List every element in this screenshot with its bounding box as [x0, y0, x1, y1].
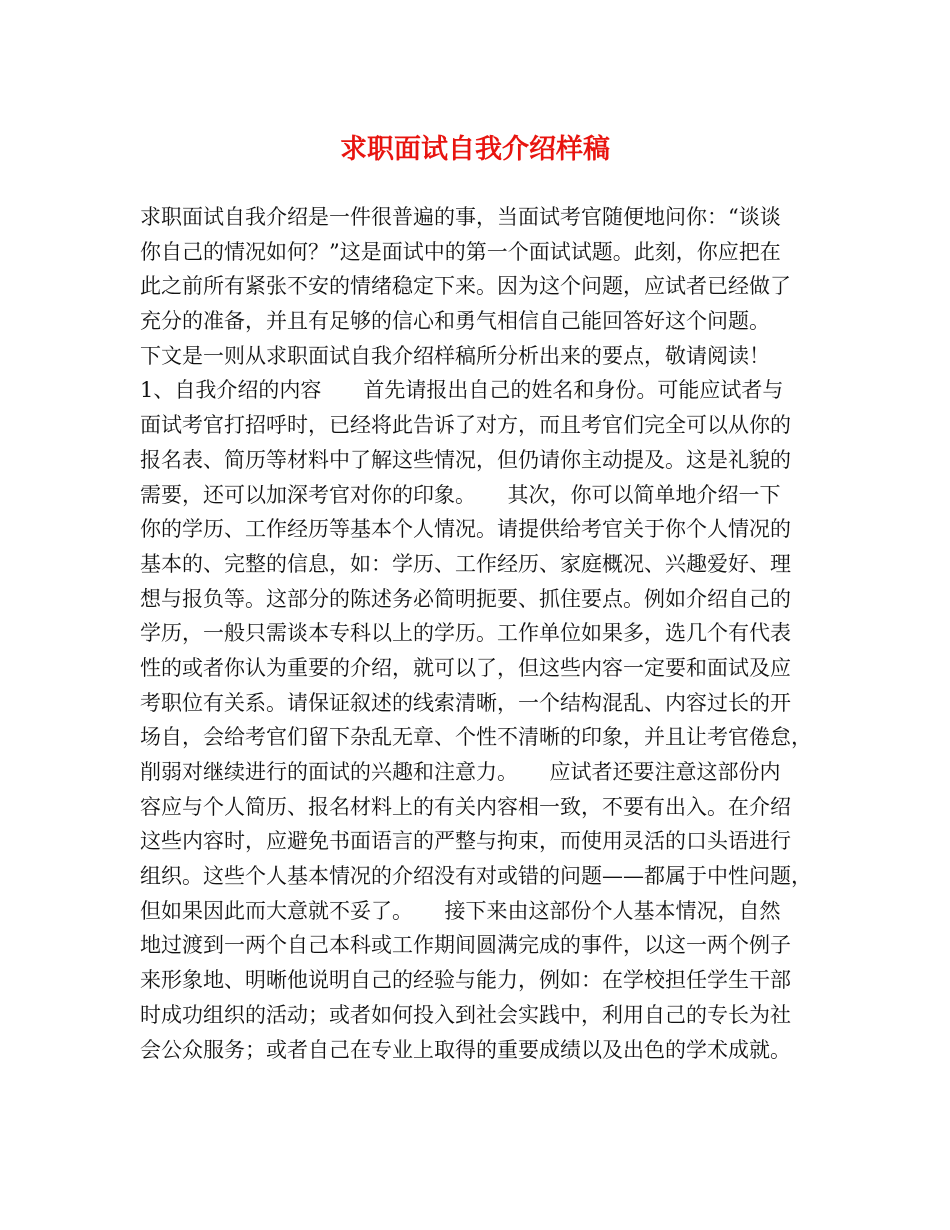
body-line: 但如果因此而大意就不妥了。 接下来由这部份个人基本情况，自然: [140, 898, 781, 923]
body-line: 考职位有关系。请保证叙述的线索清晰，一个结构混乱、内容过长的开: [140, 690, 791, 715]
body-line: 性的或者你认为重要的介绍，就可以了，但这些内容一定要和面试及应: [140, 655, 791, 680]
body-line: 会公众服务；或者自己在专业上取得的重要成绩以及出色的学术成就。: [140, 1037, 791, 1062]
body-line: 充分的准备，并且有足够的信心和勇气相信自己能回答好这个问题。: [140, 309, 770, 334]
document-body: [140, 200, 830, 1067]
body-line: 地过渡到一两个自己本科或工作期间圆满完成的事件，以这一两个例子: [140, 933, 791, 958]
body-line: 报名表、简历等材料中了解这些情况，但仍请你主动提及。这是礼貌的: [140, 447, 791, 472]
body-line: 1、自我介绍的内容 首先请报出自己的姓名和身份。可能应试者与: [140, 378, 784, 403]
body-line: 你的学历、工作经历等基本个人情况。请提供给考官关于你个人情况的: [140, 517, 791, 542]
body-line: 求职面试自我介绍是一件很普遍的事，当面试考官随便地问你：“谈谈: [140, 205, 781, 229]
body-line: 时成功组织的活动；或者如何投入到社会实践中，利用自己的专长为社: [140, 1002, 791, 1027]
body-line: 学历，一般只需谈本专科以上的学历。工作单位如果多，选几个有代表: [140, 621, 791, 646]
body-line: 需要，还可以加深考官对你的印象。 其次，你可以简单地介绍一下: [140, 482, 781, 507]
body-line: 下文是一则从求职面试自我介绍样稿所分析出来的要点，敬请阅读！: [140, 343, 770, 368]
body-line: 你自己的情况如何？”这是面试中的第一个面试试题。此刻，你应把在: [140, 239, 781, 264]
body-line: 想与报负等。这部分的陈述务必简明扼要、抓住要点。例如介绍自己的: [140, 586, 791, 611]
body-line: 削弱对继续进行的面试的兴趣和注意力。 应试者还要注意这部份内: [140, 760, 781, 784]
body-line: 面试考官打招呼时，已经将此告诉了对方，而且考官们完全可以从你的: [140, 413, 791, 438]
body-line: 此之前所有紧张不安的情绪稳定下来。因为这个问题，应试者已经做了: [140, 274, 791, 299]
body-line: 基本的、完整的信息，如：学历、工作经历、家庭概况、兴趣爱好、理: [140, 551, 791, 576]
body-line: 场自，会给考官们留下杂乱无章、个性不清晰的印象，并且让考官倦怠，: [140, 725, 812, 750]
document-title: 求职面试自我介绍样稿: [340, 134, 610, 165]
body-line: 来形象地、明晰他说明自己的经验与能力，例如：在学校担任学生干部: [140, 968, 791, 993]
body-line: 这些内容时，应避免书面语言的严整与拘束，而使用灵活的口头语进行: [140, 829, 791, 854]
body-line: 组织。这些个人基本情况的介绍没有对或错的问题——都属于中性问题，: [140, 864, 812, 889]
body-line: 容应与个人简历、报名材料上的有关内容相一致，不要有出入。在介绍: [140, 794, 791, 819]
